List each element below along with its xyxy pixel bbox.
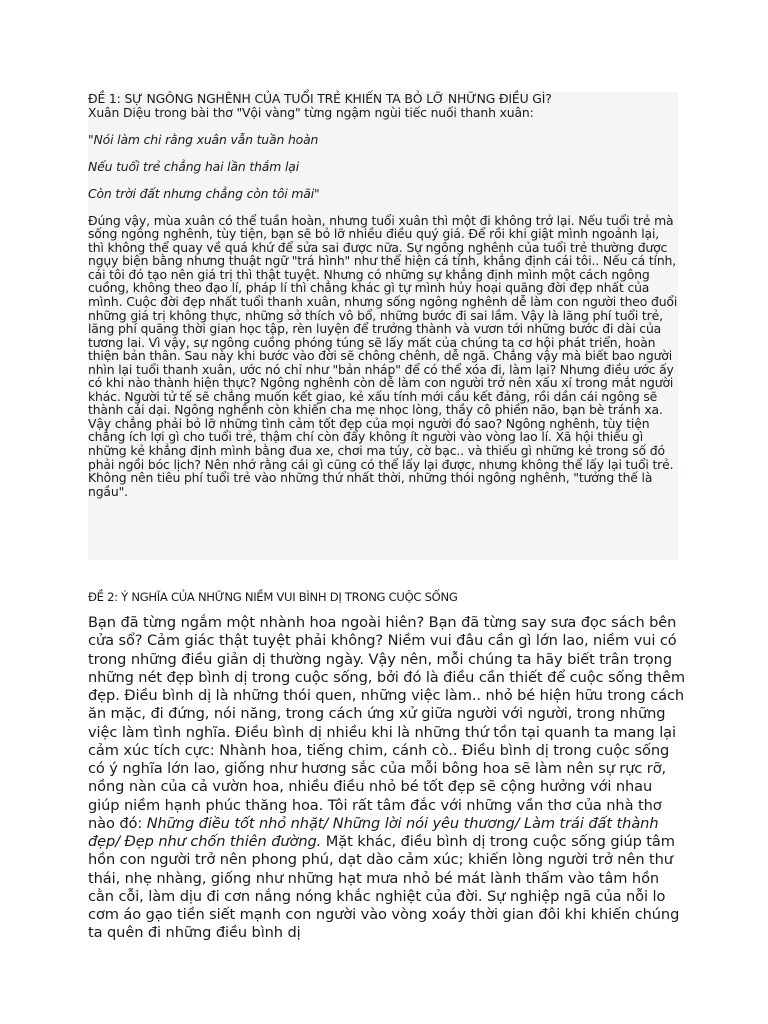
poem-line-1: "Nói làm chi rằng xuân vẫn tuần hoàn (88, 131, 319, 147)
poem-line-2: Nếu tuổi trẻ chẳng hai lần thắm lại (88, 158, 299, 174)
poem-line-3: Còn trời đất nhưng chẳng còn tôi mãi" (88, 185, 320, 201)
section-2-body-part-2: Mặt khác, điều bình dị trong cuộc sống giúp tâm hồn con người trở nên phong phú, dạt dào cảm xúc; khiến lòng người trở nên thư thái, nhẹ nhàng, giống như những hạt mưa nhỏ bé mát lành thấm vào tâm hồn cằn cỗi, làm dịu đi cơn nắng nóng khắc nghiệt của đời. Sự nghiệp ngã của nỗi lo cơm áo gạo tiền siết mạnh con người vào vòng xoáy thời gian đôi khi khiến chúng ta quên đi những điều bình dị (88, 833, 680, 942)
section-2-body (88, 614, 688, 943)
section-2-title: ĐỀ 2: Ý NGHĨA CỦA NHỮNG NIỀM VUI BÌNH DỊ TRONG CUỘC SỐNG (88, 590, 458, 604)
essay-section-1 (88, 92, 678, 560)
section-1-intro: Xuân Diệu trong bài thơ "Vội vàng" từng ngậm ngùi tiếc nuối thanh xuân: (88, 104, 534, 120)
section-2-body-part-1: Bạn đã từng ngắm một nhành hoa ngoài hiên? Bạn đã từng say sưa đọc sách bên cửa sổ? Cảm giác thật tuyệt phải không? Niềm vui đâu cần gì lớn lao, niềm vui có trong những điều giản dị thường ngày. Vậy nên, mỗi chúng ta hãy biết trân trọng những nét đẹp bình dị trong cuộc sống, bởi đó là điều cần thiết để cuộc sống thêm đẹp. Điều bình dị là những thói quen, những việc làm.. nhỏ bé hiện hữu trong cách ăn mặc, đi đứng, nói năng, trong cách ứng xử giữa người với người, trong những việc làm tình nghĩa. Điều bình dị nhiều khi là những thứ tồn tại quanh ta mang lại cảm xúc tích cực: Nhành hoa, tiếng chim, cánh cò.. Điều bình dị trong cuộc sống có ý nghĩa lớn lao, giống như hương sắc của mỗi bông hoa sẽ làm nên sự rực rỡ, nồng nàn của cả vườn hoa, nhiều điều nhỏ bé tốt đẹp sẽ cộng hưởng với nhau giúp niềm hạnh phúc thăng hoa. Tôi rất tâm đắc với những vần thơ của nhà thơ nào đó: (88, 614, 685, 832)
section-1-title: ĐỀ 1: SỰ NGÔNG NGHÊNH CỦA TUỔI TRẺ KHIẾN TA BỎ LỠ NHỮNG ĐIỀU GÌ? (88, 91, 552, 106)
section-2-poem-quote: Những điều tốt nhỏ nhặt/ Những lời nói yêu thương/ Làm trái đất thành đẹp/ Đẹp như chốn thiên đường. (88, 814, 659, 850)
section-1-body: Đúng vậy, mùa xuân có thể tuần hoàn, nhưng tuổi xuân thì một đi không trở lại. Nếu tuổi trẻ mà sống ngông nghênh, tùy tiện, bạn sẽ bỏ lỡ nhiều điều quý giá. Để rồi khi giật mình ngoảnh lại, thì không thể quay về quá khứ để sửa sai được nữa. Sự ngông nghênh của tuổi trẻ thường được ngụy biện bằng nhưng thuật ngữ "trá hình" như thể hiện cá tính, khẳng định cái tôi.. Nếu cá tính, cái tôi đó tạo nên giá trị thì thật tuyệt. Nhưng có những sự khẳng định mình một cách ngông cuồng, không theo đạo lí, pháp lí thì chẳng khác gì tự mình hủy hoại quãng đời đẹp nhất của mình. Cuộc đời đẹp nhất tuổi thanh xuân, nhưng sống ngông nghênh dễ làm con người theo đuổi những giá trị không thực, những sở thích vô bổ, những bước đi sai lầm. Vậy là lãng phí tuổi trẻ, lãng phí quãng thời gian học tập, rèn luyện để trưởng thành và vươn tới những bước đi dài của tương lai. Vì vậy, sự ngông cuồng phóng túng sẽ lấy mất của chúng ta cơ hội phát triển, hoàn thiện bản thân. Sau này khi bước vào đời sẽ chông chênh, dễ ngã. Chẳng vậy mà biết bao người nhìn lại tuổi thanh xuân, ước nó chỉ như "bản nháp" để có thể xóa đi, làm lại? Nhưng điều ước ấy có khi nào thành hiện thực? Ngông nghênh còn dễ làm con người trở nên xấu xí trong mắt người khác. Người tử tế sẽ chẳng muốn kết giao, kẻ xấu tính mới cầu kết đảng, rồi dần cái ngông sẽ thành cái dại. Ngông nghênh còn khiến cha mẹ nhọc lòng, thầy cô phiền não, bạn bè tránh xa. Vậy chẳng phải bỏ lỡ những tình cảm tốt đẹp của mọi người đó sao? Ngông nghênh, tùy tiện chẳng ích lợi gì cho tuổi trẻ, thậm chí còn đẩy không ít người vào vòng lao lí. Xã hội thiếu gì những kẻ khẳng định mình bằng đua xe, chơi ma túy, cờ bạc.. và thiếu gì những kẻ trong số đó phải ngồi bóc lịch? Nên nhớ rằng cái gì cũng có thể lấy lại được, nhưng không thể lấy lại tuổi trẻ. Không nên tiêu phí tuổi trẻ vào những thứ nhất thời, những thói ngông nghênh, "tưởng thế là ngầu". (88, 212, 678, 499)
